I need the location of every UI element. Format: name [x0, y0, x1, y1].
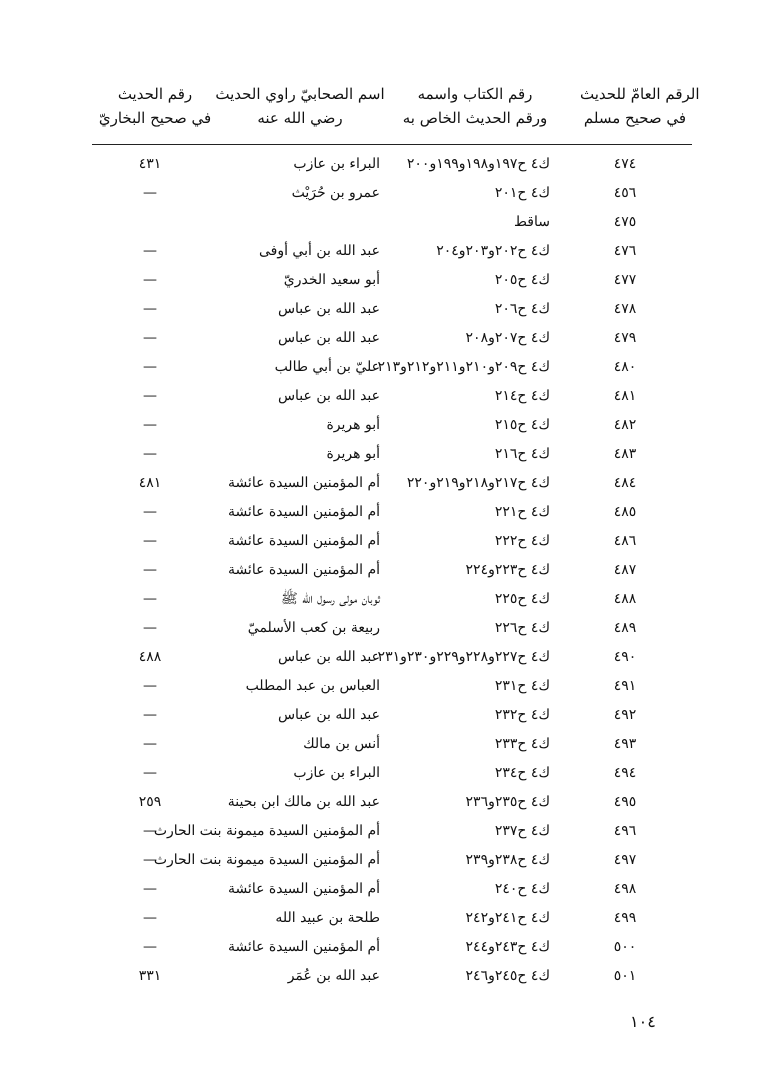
cell-book-reference: ك٤ ح٢٤٥و٢٤٦ — [465, 968, 550, 984]
cell-book-reference: ك٤ ح٢١٥ — [494, 417, 550, 433]
cell-narrator: البراء بن عازب — [293, 156, 380, 172]
cell-general-number: ٤٩٣ — [613, 736, 637, 752]
cell-general-number: ٤٨١ — [613, 388, 637, 404]
cell-narrator: البراء بن عازب — [293, 765, 380, 781]
cell-general-number: ٤٧٥ — [613, 214, 637, 230]
cell-bukhari-number: — — [143, 910, 157, 926]
cell-narrator: عبد الله بن عباس — [277, 330, 380, 346]
header-label: رقم الحديث — [117, 85, 193, 103]
cell-book-reference: ك٤ ح٢٤١و٢٤٢ — [465, 910, 550, 926]
cell-book-reference: ك٤ ح٢٣٤ — [494, 765, 550, 781]
table-body — [0, 150, 765, 991]
table-row — [0, 904, 765, 933]
header-narrator — [210, 82, 390, 130]
cell-book-reference: ك٤ ح٢٠٧و٢٠٨ — [465, 330, 550, 346]
cell-bukhari-number: — — [143, 504, 157, 520]
cell-book-reference: ك٤ ح٢٣٥و٢٣٦ — [465, 794, 550, 810]
cell-bukhari-number: — — [143, 272, 157, 288]
cell-narrator: أم المؤمنين السيدة ميمونة بنت الحارث — [153, 852, 380, 868]
cell-general-number: ٤٥٦ — [613, 185, 637, 201]
cell-narrator: عمرو بن حُرَيْث — [291, 185, 380, 201]
table-row — [0, 295, 765, 324]
cell-bukhari-number: — — [143, 707, 157, 723]
cell-book-reference: ك٤ ح٢٤٠ — [494, 881, 550, 897]
cell-book-reference: ك٤ ح٢٣٨و٢٣٩ — [465, 852, 550, 868]
cell-bukhari-number: — — [143, 881, 157, 897]
cell-narrator: أم المؤمنين السيدة عائشة — [227, 939, 380, 955]
cell-general-number: ٤٩٥ — [613, 794, 637, 810]
cell-narrator: أبو هريرة — [326, 446, 380, 462]
table-row — [0, 614, 765, 643]
header-label: الرقم العامّ للحديث — [580, 85, 700, 103]
cell-book-reference: ك٤ ح٢٣٧ — [494, 823, 550, 839]
cell-bukhari-number: — — [143, 562, 157, 578]
cell-general-number: ٤٧٧ — [613, 272, 637, 288]
table-row — [0, 527, 765, 556]
table-row — [0, 672, 765, 701]
cell-narrator: أم المؤمنين السيدة عائشة — [227, 533, 380, 549]
table-row — [0, 353, 765, 382]
cell-bukhari-number: ٤٨٨ — [138, 649, 162, 665]
cell-bukhari-number: — — [143, 446, 157, 462]
table-row — [0, 933, 765, 962]
cell-bukhari-number — [120, 208, 180, 237]
table-row — [0, 585, 765, 614]
cell-book-reference: ك٤ ح٢٤٣و٢٤٤ — [465, 939, 550, 955]
cell-narrator: عبد الله بن عباس — [277, 707, 380, 723]
cell-general-number: ٤٨٧ — [613, 562, 637, 578]
table-row — [0, 788, 765, 817]
cell-narrator: عبد الله بن عباس — [277, 649, 380, 665]
cell-bukhari-number: — — [143, 939, 157, 955]
table-row — [0, 411, 765, 440]
cell-general-number: ٤٧٦ — [613, 243, 637, 259]
cell-book-reference: ساقط — [514, 214, 550, 230]
cell-general-number: ٤٩٧ — [613, 852, 637, 868]
cell-bukhari-number: — — [143, 388, 157, 404]
cell-book-reference: ك٤ ح٢٠١ — [494, 185, 550, 201]
header-divider — [92, 144, 692, 145]
table-row — [0, 875, 765, 904]
cell-bukhari-number: — — [143, 591, 157, 607]
cell-narrator: عبد الله بن أبي أوفى — [258, 243, 380, 259]
cell-narrator: عبد الله بن عُمَر — [287, 968, 380, 984]
cell-narrator — [190, 208, 380, 237]
cell-narrator: أم المؤمنين السيدة عائشة — [227, 475, 380, 491]
cell-narrator: عليّ بن أبي طالب — [274, 359, 380, 375]
header-sublabel: في صحيح مسلم — [583, 109, 687, 127]
cell-general-number: ٤٨٨ — [613, 591, 637, 607]
cell-general-number: ٤٧٩ — [613, 330, 637, 346]
table-row — [0, 701, 765, 730]
cell-narrator: أم المؤمنين السيدة عائشة — [227, 881, 380, 897]
cell-general-number: ٤٨٩ — [613, 620, 637, 636]
cell-book-reference: ك٤ ح٢٢٣و٢٢٤ — [465, 562, 550, 578]
header-bukhari-number — [95, 82, 215, 130]
cell-bukhari-number: — — [143, 359, 157, 375]
cell-book-reference: ك٤ ح٢٣٣ — [494, 736, 550, 752]
table-row — [0, 730, 765, 759]
cell-general-number: ٤٨٤ — [613, 475, 637, 491]
table-header — [0, 82, 765, 142]
cell-narrator: عبد الله بن عباس — [277, 301, 380, 317]
cell-bukhari-number: ٣٣١ — [138, 968, 162, 984]
header-label: رقم الكتاب واسمه — [417, 85, 533, 103]
table-row — [0, 237, 765, 266]
cell-general-number: ٤٩٩ — [613, 910, 637, 926]
cell-book-reference: ك٤ ح٢٢٢ — [494, 533, 550, 549]
cell-book-reference: ك٤ ح٢٢٧و٢٢٨و٢٢٩و٢٣٠و٢٣١ — [377, 649, 550, 665]
cell-bukhari-number: — — [143, 823, 157, 839]
cell-narrator: طلحة بن عبيد الله — [275, 910, 380, 926]
cell-general-number: ٤٨٢ — [613, 417, 637, 433]
table-row — [0, 817, 765, 846]
cell-general-number: ٤٩٢ — [613, 707, 637, 723]
cell-book-reference: ك٤ ح٢٠٢و٢٠٣و٢٠٤ — [436, 243, 550, 259]
cell-general-number: ٤٩٤ — [613, 765, 637, 781]
cell-book-reference: ك٤ ح٢١٦ — [494, 446, 550, 462]
cell-narrator: أنس بن مالك — [303, 736, 380, 752]
cell-book-reference: ك٤ ح٢٠٦ — [494, 301, 550, 317]
cell-bukhari-number: — — [143, 243, 157, 259]
cell-book-reference: ك٤ ح١٩٧و١٩٨و١٩٩و٢٠٠ — [406, 156, 550, 172]
cell-general-number: ٤٩١ — [613, 678, 637, 694]
table-row — [0, 324, 765, 353]
header-general-number — [580, 82, 700, 130]
table-row — [0, 759, 765, 788]
cell-narrator: أم المؤمنين السيدة ميمونة بنت الحارث — [153, 823, 380, 839]
cell-book-reference: ك٤ ح٢٠٩و٢١٠و٢١١و٢١٢و٢١٣ — [377, 359, 550, 375]
cell-general-number: ٤٨٦ — [613, 533, 637, 549]
cell-book-reference: ك٤ ح٢٠٥ — [494, 272, 550, 288]
header-sublabel: ورقم الحديث الخاص به — [402, 109, 548, 127]
cell-narrator: ربيعة بن كعب الأسلميّ — [247, 620, 380, 636]
cell-book-reference: ك٤ ح٢٢٦ — [494, 620, 550, 636]
cell-general-number: ٥٠٠ — [613, 939, 637, 955]
cell-bukhari-number: ٤٣١ — [138, 156, 162, 172]
table-row — [0, 556, 765, 585]
cell-book-reference: ك٤ ح٢٢٥ — [494, 591, 550, 607]
header-sublabel: رضي الله عنه — [257, 109, 343, 127]
table-row — [0, 469, 765, 498]
table-row — [0, 440, 765, 469]
cell-book-reference: ك٤ ح٢٢١ — [494, 504, 550, 520]
cell-narrator: العباس بن عبد المطلب — [245, 678, 380, 694]
cell-bukhari-number: ٤٨١ — [138, 475, 162, 491]
cell-bukhari-number: — — [143, 330, 157, 346]
cell-general-number: ٥٠١ — [613, 968, 637, 984]
cell-general-number: ٤٩٦ — [613, 823, 637, 839]
table-row — [0, 962, 765, 991]
cell-bukhari-number: — — [143, 185, 157, 201]
cell-narrator: ثوبان مولى رسول الله ﷺ — [280, 591, 380, 607]
page-number: ١٠٤ — [630, 1012, 656, 1031]
cell-general-number: ٤٧٨ — [613, 301, 637, 317]
cell-bukhari-number: — — [143, 678, 157, 694]
table-row — [0, 179, 765, 208]
cell-bukhari-number: — — [143, 736, 157, 752]
cell-narrator: أبو سعيد الخدريّ — [283, 272, 380, 288]
table-row — [0, 382, 765, 411]
header-label: اسم الصحابيّ راوي الحديث — [215, 85, 385, 103]
table-row — [0, 266, 765, 295]
table-row — [0, 150, 765, 179]
cell-general-number: ٤٩٠ — [613, 649, 637, 665]
cell-bukhari-number: — — [143, 301, 157, 317]
header-sublabel: في صحيح البخاريّ — [98, 109, 212, 127]
cell-book-reference: ك٤ ح٢٣١ — [494, 678, 550, 694]
cell-bukhari-number: — — [143, 620, 157, 636]
cell-book-reference: ك٤ ح٢١٧و٢١٨و٢١٩و٢٢٠ — [406, 475, 550, 491]
cell-general-number: ٤٨٠ — [613, 359, 637, 375]
cell-bukhari-number: ٢٥٩ — [138, 794, 162, 810]
cell-book-reference: ك٤ ح٢٣٢ — [494, 707, 550, 723]
table-row — [0, 498, 765, 527]
table-row — [0, 846, 765, 875]
cell-general-number: ٤٨٣ — [613, 446, 637, 462]
cell-book-reference: ك٤ ح٢١٤ — [494, 388, 550, 404]
table-row — [0, 208, 765, 237]
cell-narrator: أم المؤمنين السيدة عائشة — [227, 562, 380, 578]
cell-bukhari-number: — — [143, 417, 157, 433]
cell-bukhari-number: — — [143, 852, 157, 868]
cell-bukhari-number: — — [143, 533, 157, 549]
cell-narrator: عبد الله بن مالك ابن بحينة — [227, 794, 380, 810]
cell-narrator: عبد الله بن عباس — [277, 388, 380, 404]
cell-general-number: ٤٧٤ — [613, 156, 637, 172]
cell-general-number: ٤٨٥ — [613, 504, 637, 520]
cell-bukhari-number: — — [143, 765, 157, 781]
cell-narrator: أبو هريرة — [326, 417, 380, 433]
header-book-number — [375, 82, 575, 130]
cell-narrator: أم المؤمنين السيدة عائشة — [227, 504, 380, 520]
table-row — [0, 643, 765, 672]
cell-general-number: ٤٩٨ — [613, 881, 637, 897]
